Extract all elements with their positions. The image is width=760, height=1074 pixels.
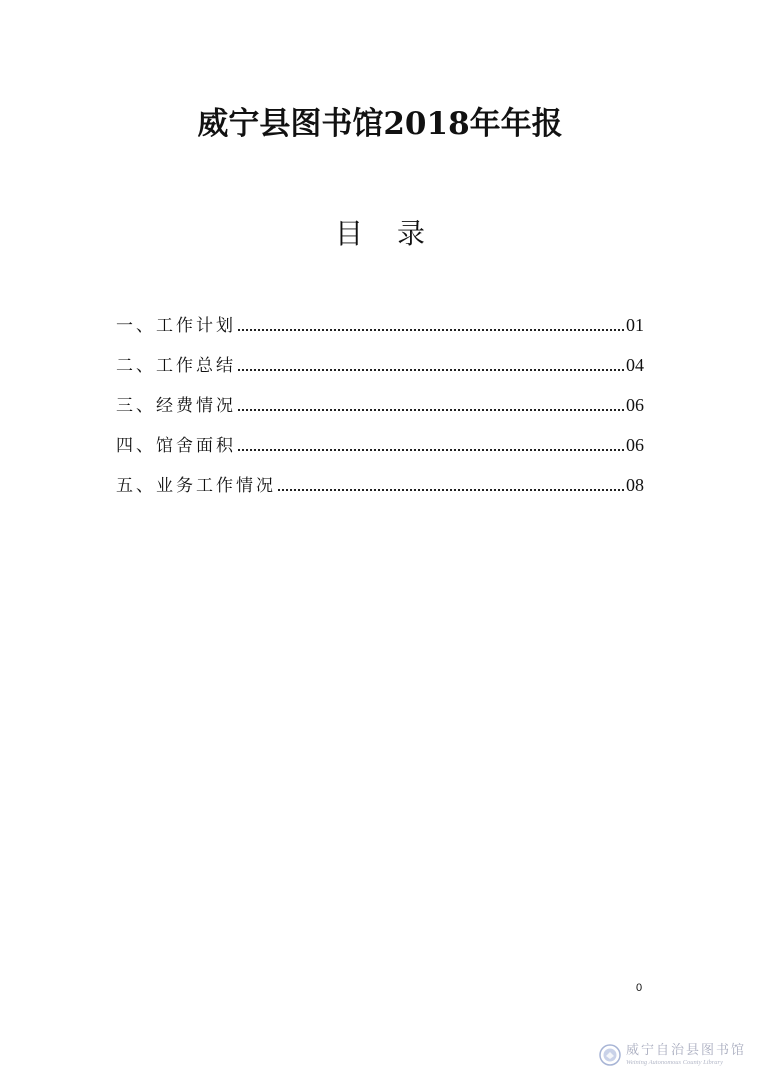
- toc-leader-dots: [238, 409, 624, 411]
- table-of-contents: [116, 296, 644, 496]
- watermark-name-en: Weining Autonomous County Library: [626, 1058, 723, 1066]
- toc-entry-label: 五、业务工作情况: [116, 476, 276, 496]
- watermark-name-cn: 威宁自治县图书馆: [626, 1043, 747, 1059]
- toc-entry-label: 四、馆舍面积: [116, 436, 236, 456]
- toc-entry-label: 三、经费情况: [116, 396, 236, 416]
- toc-heading-char-2: 录: [397, 217, 426, 250]
- toc-entry-page: 06: [626, 395, 644, 415]
- toc-entry-work-plan[interactable]: [116, 296, 644, 336]
- toc-entry-funding[interactable]: [116, 376, 644, 416]
- toc-entry-page: 06: [626, 435, 644, 455]
- toc-leader-dots: [238, 449, 624, 451]
- toc-entry-label: 二、工作总结: [116, 356, 236, 376]
- library-watermark: [599, 1044, 746, 1066]
- toc-leader-dots: [238, 329, 624, 331]
- toc-heading: [0, 212, 760, 252]
- toc-entry-page: 01: [626, 315, 644, 335]
- toc-entry-label: 一、工作计划: [116, 316, 236, 336]
- toc-entry-page: 08: [626, 475, 644, 495]
- toc-entry-building-area[interactable]: [116, 416, 644, 456]
- page-number: 0: [636, 982, 643, 994]
- library-logo-icon: [599, 1044, 621, 1066]
- toc-entry-page: 04: [626, 355, 644, 375]
- toc-leader-dots: [238, 369, 624, 371]
- toc-entry-work-summary[interactable]: [116, 336, 644, 376]
- toc-heading-char-1: 目: [334, 217, 363, 250]
- toc-entry-business-work[interactable]: [116, 456, 644, 496]
- document-title: 威宁县图书馆2018年年报: [197, 106, 563, 142]
- toc-leader-dots: [278, 489, 624, 491]
